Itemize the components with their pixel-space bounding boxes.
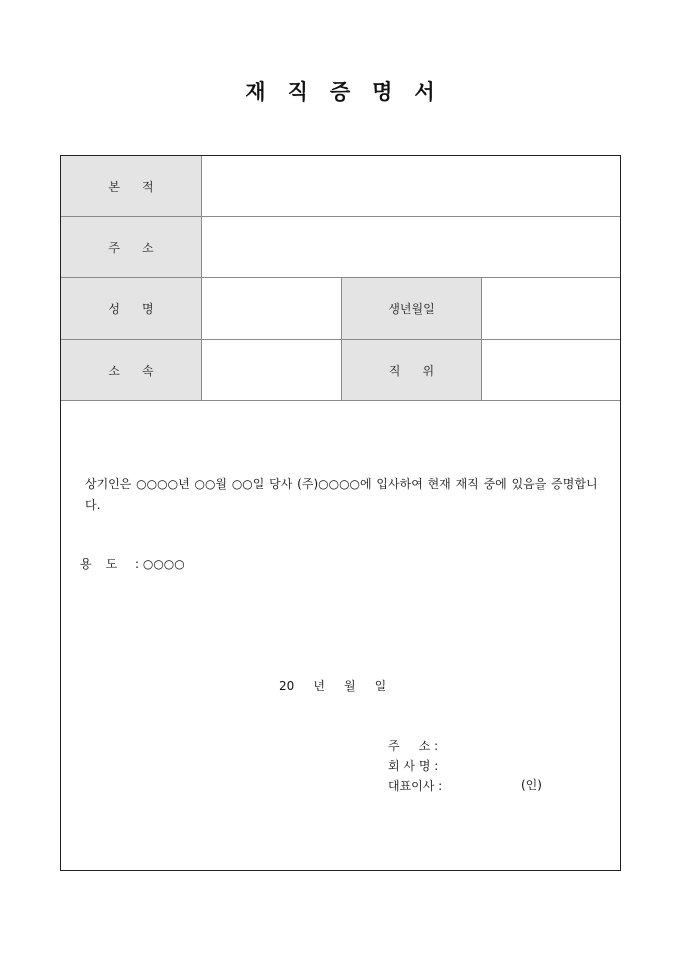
issue-date: 20 년 월 일: [279, 679, 387, 693]
label-position: 직위: [342, 340, 482, 400]
field-department[interactable]: [202, 340, 342, 400]
field-birthdate[interactable]: [482, 278, 620, 339]
document-title: 재직증명서: [245, 80, 457, 104]
certificate-frame: [60, 155, 621, 871]
table-row-address: [61, 217, 620, 278]
label-address: 주소: [61, 217, 202, 277]
seal-mark: (인): [521, 778, 542, 792]
table-row-department: [61, 340, 620, 401]
issuer-address-label: 주 소 :: [388, 739, 439, 753]
table-row-domicile: [61, 156, 620, 217]
issuer-block: [388, 736, 442, 796]
label-birthdate: 생년월일: [342, 278, 482, 339]
purpose-label: 용도: [80, 557, 132, 571]
certification-statement: 상기인은 ○○○○년 ○○월 ○○일 당사 (주)○○○○에 입사하여 현재 재직 중에 있음을 증명합니다.: [85, 477, 598, 512]
label-department: 소속: [61, 340, 202, 400]
issuer-ceo-label: 대표이사 :: [388, 779, 443, 793]
issuer-company-label: 회 사 명 :: [388, 759, 439, 773]
field-domicile[interactable]: [202, 156, 620, 216]
table-row-name: [61, 278, 620, 340]
field-position[interactable]: [482, 340, 620, 400]
purpose-line: [80, 555, 185, 572]
purpose-value: ○○○○: [142, 557, 185, 571]
label-domicile: 본적: [61, 156, 202, 216]
purpose-separator: :: [131, 557, 143, 571]
field-address[interactable]: [202, 217, 620, 277]
label-name: 성명: [61, 278, 202, 339]
field-name[interactable]: [202, 278, 342, 339]
